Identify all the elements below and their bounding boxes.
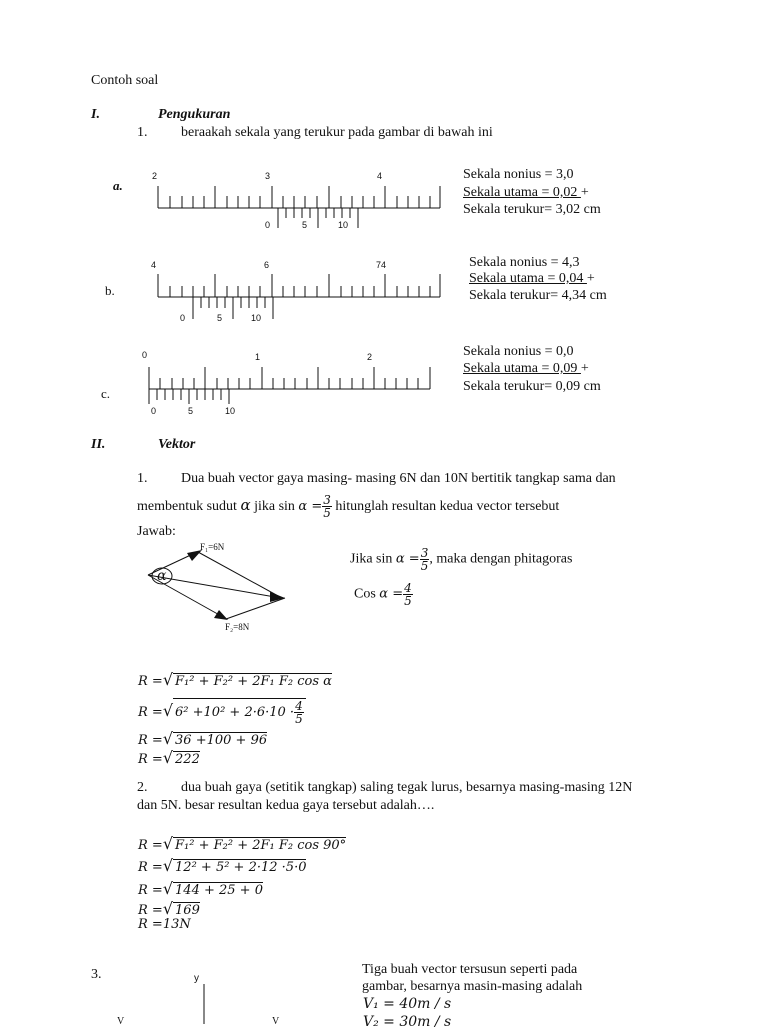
equation-line bbox=[138, 697, 306, 727]
alpha-symbol: α bbox=[240, 496, 251, 514]
vector-value: V₁ = 40m / s bbox=[363, 996, 452, 1012]
radicand: 12² + 5² + 2·12 ·5·0 bbox=[175, 860, 307, 875]
vernier-tick-label: 10 bbox=[225, 406, 236, 416]
reading-nonius: Sekala nonius = 0,0 bbox=[463, 344, 574, 359]
vernier-tick-label: 5 bbox=[217, 313, 223, 323]
main-tick-label: 2 bbox=[367, 352, 373, 362]
reading-utama-value: Sekala utama = 0,09 bbox=[463, 361, 581, 376]
fraction-denominator: 5 bbox=[323, 506, 331, 521]
vector-value: V₂ = 30m / s bbox=[363, 1014, 452, 1030]
question-text: dua buah gaya (setitik tangkap) saling tegak lurus, besarnya masing-masing 12N bbox=[181, 780, 633, 795]
equation-lhs: R = bbox=[138, 860, 163, 875]
radicand: 222 bbox=[175, 752, 200, 767]
radical-sign: √ bbox=[162, 856, 174, 875]
reading-total: Sekala terukur= 3,02 cm bbox=[463, 202, 601, 217]
radical-sign: √ bbox=[162, 701, 174, 720]
question-text: dan 5N. besar resultan kedua gaya tersebut adalah…. bbox=[137, 798, 435, 813]
fraction-denominator: 5 bbox=[420, 559, 429, 573]
radicand: 144 + 25 + 0 bbox=[175, 883, 263, 898]
equation-lhs: R = bbox=[138, 838, 163, 853]
reading-utama-value: Sekala utama = 0,04 bbox=[469, 271, 587, 286]
equation-lhs: R = bbox=[138, 883, 163, 898]
item-label-b: b. bbox=[105, 283, 115, 298]
radicand: 36 +100 + 96 bbox=[175, 733, 268, 748]
force1-label: F₁=6N bbox=[200, 542, 225, 552]
fraction-numerator: 4 bbox=[404, 581, 412, 595]
vernier-tick-label: 5 bbox=[188, 406, 194, 416]
equation-line bbox=[138, 670, 332, 689]
reading-total: Sekala terukur= 0,09 cm bbox=[463, 379, 601, 394]
vector-label: V bbox=[272, 1016, 280, 1027]
question-number: 3. bbox=[91, 967, 102, 982]
radicand: F₁² + F₂² + 2F₁ F₂ cos 90° bbox=[175, 838, 347, 853]
question-text-line2 bbox=[137, 493, 559, 519]
vernier-caliper-c bbox=[140, 350, 440, 420]
main-tick-label: 74 bbox=[376, 260, 387, 270]
equation-line bbox=[138, 856, 306, 875]
equation-line bbox=[138, 834, 346, 853]
question-text: Tiga buah vector tersusun seperti pada bbox=[362, 962, 578, 977]
question-text-part: hitunglah resultan kedua vector tersebut bbox=[331, 499, 560, 514]
radical-sign: √ bbox=[162, 834, 174, 853]
axis-diagram bbox=[100, 970, 320, 1024]
answer-label: Jawab: bbox=[137, 524, 176, 539]
question-text: gambar, besarnya masin-masing adalah bbox=[362, 979, 583, 994]
vernier-tick-label: 0 bbox=[180, 313, 186, 323]
section-title: Vektor bbox=[158, 437, 196, 452]
question-text-part: jika sin bbox=[250, 499, 295, 514]
vernier-tick-label: 10 bbox=[251, 313, 262, 323]
radicand-wrap bbox=[173, 698, 306, 727]
main-tick-label: 6 bbox=[264, 260, 270, 270]
question-text: beraakah sekala yang terukur pada gambar di bawah ini bbox=[181, 125, 493, 140]
vector-label: V bbox=[117, 1016, 125, 1027]
vernier-caliper-b bbox=[145, 254, 445, 324]
vector-diagram bbox=[140, 540, 300, 635]
equation-line bbox=[138, 879, 263, 898]
reading-total: Sekala terukur= 4,34 cm bbox=[469, 288, 607, 303]
radical-sign: √ bbox=[162, 879, 174, 898]
fraction bbox=[403, 582, 413, 607]
question-text-part: membentuk sudut bbox=[137, 499, 237, 514]
cos-statement bbox=[354, 582, 413, 607]
cos-text: Cos bbox=[354, 586, 376, 602]
vernier-tick-label: 0 bbox=[151, 406, 157, 416]
reading-utama bbox=[463, 361, 589, 377]
math-expression: α = bbox=[395, 551, 420, 567]
reading-utama bbox=[469, 271, 595, 287]
main-tick-label: 4 bbox=[377, 171, 383, 181]
equation-result: R =13N bbox=[138, 917, 191, 932]
reading-nonius: Sekala nonius = 3,0 bbox=[463, 167, 574, 182]
equation-line bbox=[138, 899, 200, 918]
main-tick-label: 0 bbox=[142, 350, 148, 360]
item-label-a: a. bbox=[113, 178, 123, 193]
radicand: F₁² + F₂² + 2F₁ F₂ cos α bbox=[175, 674, 332, 689]
main-tick-label: 4 bbox=[151, 260, 157, 270]
main-tick-label: 2 bbox=[152, 171, 158, 181]
question-number: 1. bbox=[137, 125, 148, 140]
radical-sign: √ bbox=[162, 729, 174, 748]
vernier-caliper-a bbox=[145, 166, 445, 236]
plus-sign: + bbox=[580, 361, 589, 376]
question-number: 2. bbox=[137, 780, 148, 795]
radicand: 6² +10² + 2·6·10 · bbox=[175, 705, 295, 720]
force2-label: F₂=8N bbox=[225, 622, 250, 632]
item-label-c: c. bbox=[101, 386, 111, 401]
equation-lhs: R = bbox=[138, 674, 163, 689]
plus-sign: + bbox=[586, 271, 595, 286]
equation-lhs: R = bbox=[138, 705, 163, 720]
document-title: Contoh soal bbox=[91, 73, 159, 88]
fraction bbox=[420, 547, 430, 572]
fraction-numerator: 3 bbox=[420, 546, 429, 560]
fraction bbox=[294, 700, 304, 725]
reading-nonius: Sekala nonius = 4,3 bbox=[469, 255, 580, 270]
reading-utama-value: Sekala utama = 0,02 bbox=[463, 185, 581, 200]
reading-utama bbox=[463, 185, 589, 201]
fraction-denominator: 5 bbox=[295, 712, 303, 726]
section-number: II. bbox=[91, 437, 106, 452]
equation-lhs: R = bbox=[138, 752, 163, 767]
axis-y-label: y bbox=[194, 973, 199, 984]
plus-sign: + bbox=[580, 185, 589, 200]
vernier-tick-label: 0 bbox=[265, 220, 271, 230]
sin-rest-text: , maka dengan phitagoras bbox=[429, 551, 573, 567]
fraction bbox=[322, 494, 332, 519]
sin-text: Jika sin bbox=[350, 551, 393, 567]
fraction-numerator: 4 bbox=[295, 699, 303, 713]
main-tick-label: 3 bbox=[265, 171, 271, 181]
vernier-tick-label: 5 bbox=[302, 220, 308, 230]
equation-line bbox=[138, 729, 267, 748]
fraction-denominator: 5 bbox=[404, 594, 412, 608]
equation-line bbox=[138, 748, 200, 767]
equation-lhs: R = bbox=[138, 903, 163, 918]
radical-sign: √ bbox=[162, 748, 174, 767]
math-expression: α = bbox=[298, 499, 323, 514]
section-number: I. bbox=[91, 107, 100, 122]
fraction-numerator: 3 bbox=[323, 493, 331, 508]
main-tick-label: 1 bbox=[255, 352, 261, 362]
alpha-label: α bbox=[157, 568, 167, 584]
question-number: 1. bbox=[137, 471, 148, 486]
radicand: 169 bbox=[175, 903, 200, 918]
section-title: Pengukuran bbox=[158, 107, 231, 122]
radical-sign: √ bbox=[162, 670, 174, 689]
radical-sign: √ bbox=[162, 899, 174, 918]
vernier-tick-label: 10 bbox=[338, 220, 349, 230]
sin-statement bbox=[350, 547, 572, 572]
math-expression: α = bbox=[379, 586, 404, 602]
equation-lhs: R = bbox=[138, 733, 163, 748]
question-text: Dua buah vector gaya masing- masing 6N dan 10N bertitik tangkap sama dan bbox=[181, 471, 616, 486]
